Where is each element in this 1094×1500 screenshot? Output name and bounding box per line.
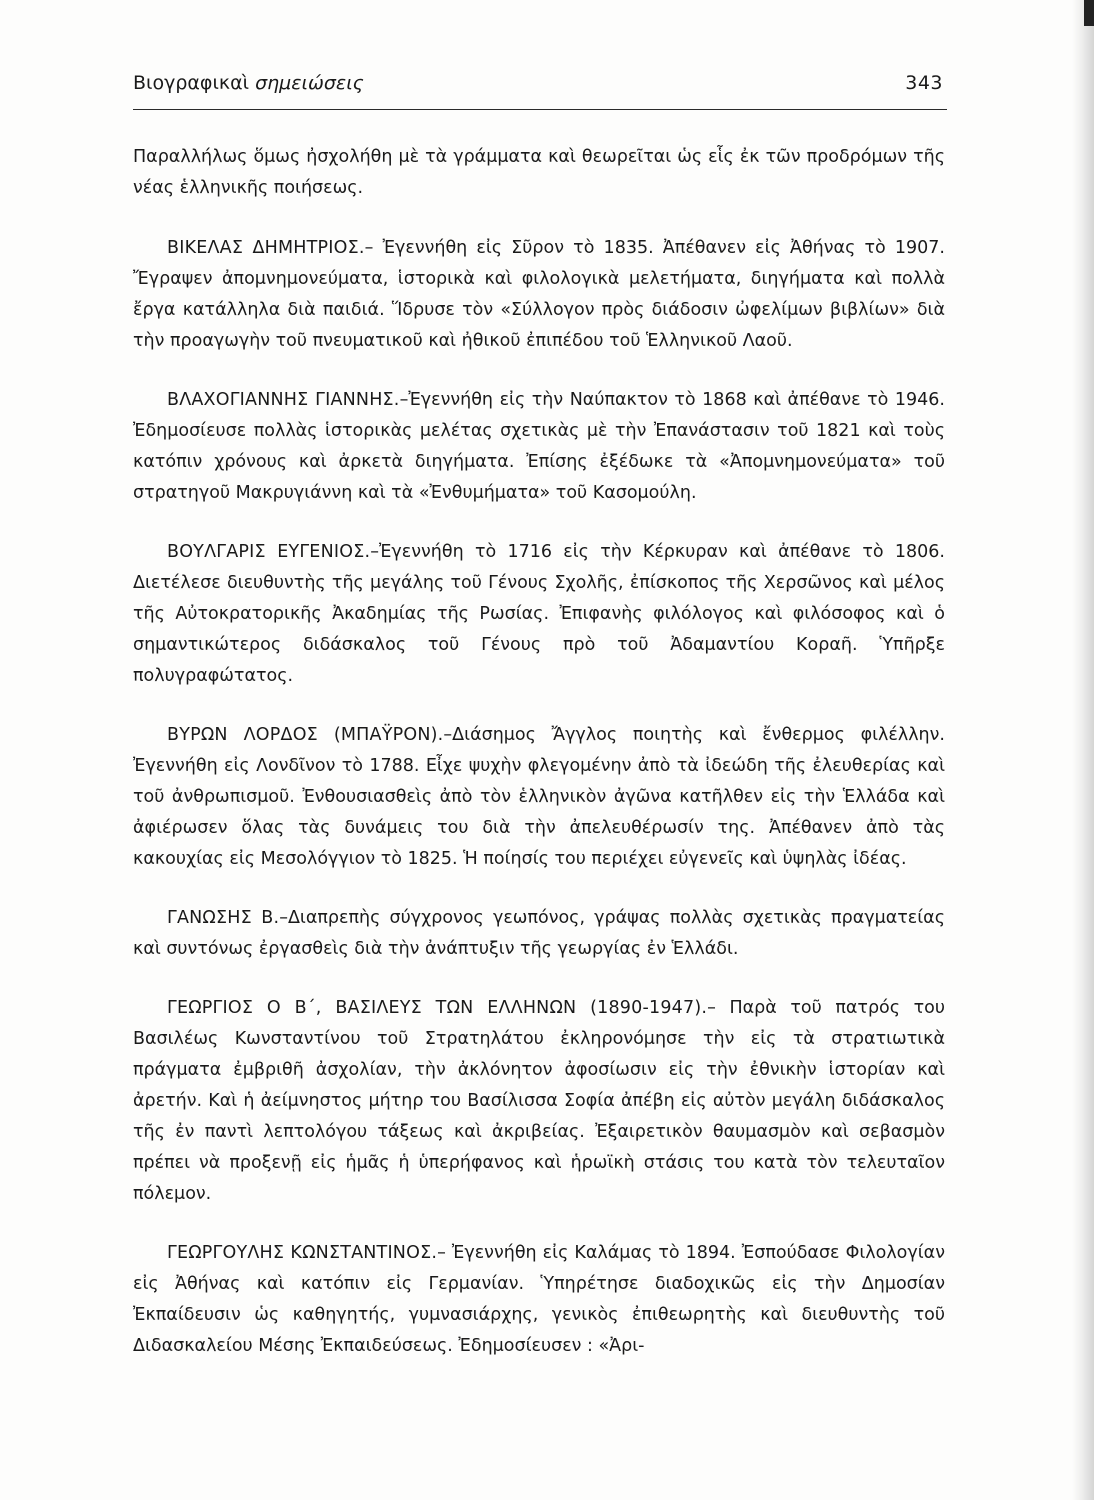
page-corner-mark — [1084, 0, 1094, 26]
entry-georgios-b — [133, 993, 945, 1210]
body-text — [133, 142, 945, 1390]
entry-ganosis — [133, 903, 945, 965]
entry-text: – Παρὰ τοῦ πατρός του Βασιλέως Κωνσταντίνου τοῦ Στρατηλάτου ἐκληρονόμησε τὴν εἰς τὰ στρατιωτικὰ πράγματα ἐμβριθῆ ἀσχολίαν, τὴν ἀκλόνητον ἀφοσίωσιν εἰς τὴν ἐθνικὴν ἱστορίαν καὶ ἀρετήν. Καὶ ἡ ἀείμνηστος μήτηρ του Βασίλισσα Σοφία ἀπέβη εἰς αὐτὸν μεγάλη διδάσκαλος τῆς ἐν παντὶ λεπτολόγου τάξεως καὶ ἀκριβείας. Ἐξαιρετικὸν θαυμασμὸν καὶ σεβασμὸν πρέπει νὰ προξενῇ εἰς ἡμᾶς ἡ ὑπερήφανος καὶ ἡρωϊκὴ στάσις του κατὰ τὸν τελευταῖον πόλεμον. — [133, 998, 945, 1204]
entry-continuation — [133, 142, 945, 204]
entry-text: – Ἐγεννήθη εἰς Σῦρον τὸ 1835. Ἀπέθανεν εἰς Ἀθήνας τὸ 1907. Ἔγραψεν ἀπομνημονεύματα, ἱστορικὰ καὶ φιλολογικὰ μελετήματα, διηγήματα καὶ πολλὰ ἔργα κατάλληλα διὰ παιδιά. Ἵδρυσε τὸν «Σύλλογον πρὸς διάδοσιν ὠφελίμων βιβλίων» διὰ τὴν προαγωγὴν τοῦ πνευματικοῦ καὶ ἠθικοῦ ἐπιπέδου τοῦ Ἑλληνικοῦ Λαοῦ. — [133, 238, 945, 351]
entry-vlachogiannis — [133, 385, 945, 509]
entry-text: –Διαπρεπὴς σύγχρονος γεωπόνος, γράψας πολλὰς σχετικὰς πραγματείας καὶ συντόνως ἐργασθεὶς διὰ τὴν ἀνάπτυξιν τῆς γεωργίας ἐν Ἑλλάδι. — [133, 908, 945, 959]
entry-name: ΓΑΝΩΣΗΣ Β. — [167, 908, 280, 928]
running-title — [133, 72, 364, 94]
entry-text: – Ἐγεννήθη εἰς Καλάμας τὸ 1894. Ἐσπούδασε Φιλολογίαν εἰς Ἀθήνας καὶ κατόπιν εἰς Γερμανίαν. Ὑπηρέτησε διαδοχικῶς εἰς τὴν Δημοσίαν Ἐκπαίδευσιν ὡς καθηγητής, γυμνασιάρχης, γενικὸς ἐπιθεωρητὴς καὶ διευθυντὴς τοῦ Διδασκαλείου Μέσης Ἐκπαιδεύσεως. Ἐδημοσίευσεν : «Ἀρι- — [133, 1243, 945, 1356]
entry-georgoulis — [133, 1238, 945, 1362]
running-head — [133, 72, 943, 102]
entry-text: –Ἐγεννήθη τὸ 1716 εἰς τὴν Κέρκυραν καὶ ἀπέθανε τὸ 1806. Διετέλεσε διευθυντὴς τῆς μεγάλης τοῦ Γένους Σχολῆς, ἐπίσκοπος τῆς Χερσῶνος καὶ μέλος τῆς Αὐτοκρατορικῆς Ἀκαδημίας τῆς Ρωσίας. Ἐπιφανὴς φιλόλογος καὶ φιλόσοφος καὶ ὁ σημαντικώτερος διδάσκαλος τοῦ Γένους πρὸ τοῦ Ἀδαμαντίου Κοραῆ. Ὑπῆρξε πολυγραφώτατος. — [133, 542, 945, 686]
entry-text: Παραλλήλως ὅμως ἠσχολήθη μὲ τὰ γράμματα καὶ θεωρεῖται ὡς εἷς ἐκ τῶν προδρόμων τῆς νέας ἑλληνικῆς ποιήσεως. — [133, 147, 945, 198]
entry-name: ΒΙΚΕΛΑΣ ΔΗΜΗΤΡΙΟΣ. — [167, 238, 365, 258]
entry-byron — [133, 720, 945, 875]
entry-text: –Ἐγεννήθη εἰς τὴν Ναύπακτον τὸ 1868 καὶ ἀπέθανε τὸ 1946. Ἐδημοσίευσε πολλὰς ἱστορικὰς μελέτας σχετικὰς μὲ τὴν Ἐπανάστασιν τοῦ 1821 καὶ τοὺς κατόπιν χρόνους καὶ ἀρκετὰ διηγήματα. Ἐπίσης ἐξέδωκε τὰ «Ἀπομνημονεύματα» τοῦ στρατηγοῦ Μακρυγιάννη καὶ τὰ «Ἐνθυμήματα» τοῦ Κασομούλη. — [133, 390, 945, 503]
entry-vikelas — [133, 233, 945, 357]
entry-voulgaris — [133, 537, 945, 692]
running-title-word2: σημειώσεις — [255, 72, 364, 94]
entry-text: –Διάσημος Ἄγγλος ποιητὴς καὶ ἔνθερμος φιλέλλην. Ἐγεννήθη εἰς Λονδῖνον τὸ 1788. Εἶχε ψυχὴν φλεγομένην ἀπὸ τὰ ἰδεώδη τῆς ἐλευθερίας καὶ τοῦ ἀνθρωπισμοῦ. Ἐνθουσιασθεὶς ἀπὸ τὸν ἑλληνικὸν ἀγῶνα κατῆλθεν εἰς τὴν Ἑλλάδα καὶ ἀφιέρωσεν ὅλας τὰς δυνάμεις του διὰ τὴν ἀπελευθέρωσίν της. Ἀπέθανεν ἀπὸ τὰς κακουχίας εἰς Μεσολόγγιον τὸ 1825. Ἡ ποίησίς του περιέχει εὐγενεῖς καὶ ὑψηλὰς ἰδέας. — [133, 725, 945, 869]
entry-name: ΒΥΡΩΝ ΛΟΡΔΟΣ (ΜΠΑΫΡΟΝ). — [167, 725, 444, 745]
running-title-word1: Βιογραφικαὶ — [133, 72, 250, 94]
entry-name: ΒΛΑΧΟΓΙΑΝΝΗΣ ΓΙΑΝΝΗΣ. — [167, 390, 400, 410]
entry-name: ΓΕΩΡΓΟΥΛΗΣ ΚΩΝΣΤΑΝΤΙΝΟΣ. — [167, 1243, 438, 1263]
page-number: 343 — [905, 72, 943, 94]
header-rule — [133, 109, 947, 110]
entry-name: ΓΕΩΡΓΙΟΣ Ο Β΄, ΒΑΣΙΛΕΥΣ ΤΩΝ ΕΛΛΗΝΩΝ (1890-1947). — [167, 998, 708, 1018]
page-edge-shadow — [1072, 0, 1094, 1500]
entry-name: ΒΟΥΛΓΑΡΙΣ ΕΥΓΕΝΙΟΣ. — [167, 542, 371, 562]
